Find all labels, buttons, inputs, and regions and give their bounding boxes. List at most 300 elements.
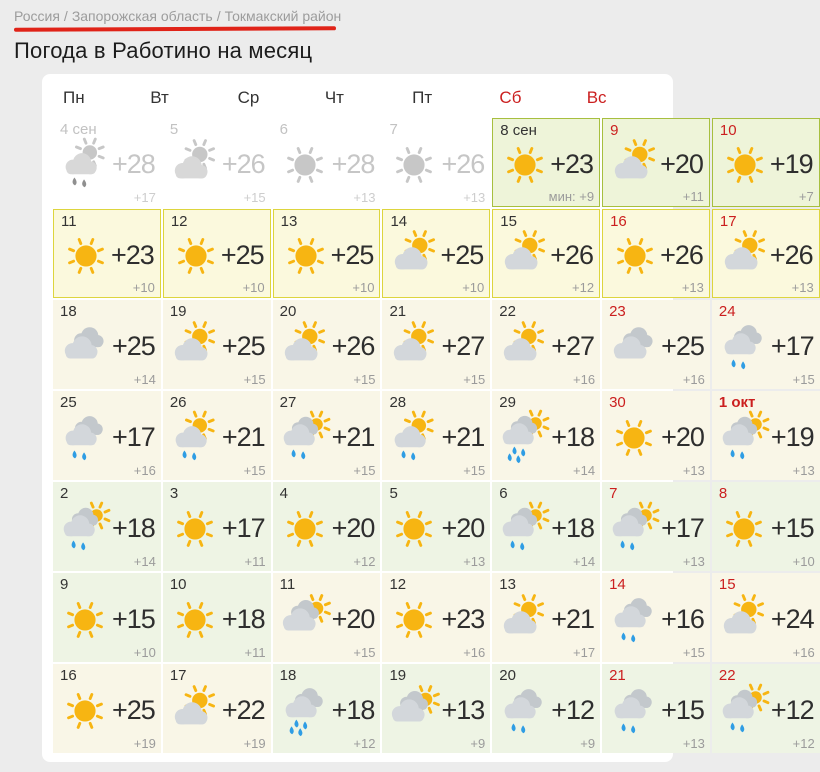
day-temp: +26 xyxy=(331,330,375,361)
night-temp: +11 xyxy=(244,554,266,569)
night-temp: +13 xyxy=(682,736,705,751)
night-temp: +17 xyxy=(573,645,596,660)
day-main xyxy=(499,502,595,554)
day-date: 28 xyxy=(389,394,407,411)
night-temp: +13 xyxy=(682,463,705,478)
day-main xyxy=(610,230,704,280)
day-date: 27 xyxy=(279,394,297,411)
day-cell[interactable] xyxy=(273,391,381,480)
day-cell[interactable] xyxy=(163,482,271,571)
night-temp: +13 xyxy=(463,554,486,569)
day-main xyxy=(280,411,376,463)
day-cell[interactable] xyxy=(492,209,600,298)
day-cell[interactable] xyxy=(382,391,490,480)
day-main xyxy=(170,502,266,554)
day-temp: +15 xyxy=(770,512,814,543)
day-main xyxy=(389,502,485,554)
day-date: 20 xyxy=(279,303,297,320)
day-main xyxy=(60,502,156,554)
night-temp: мин: +9 xyxy=(548,189,595,204)
day-temp: +12 xyxy=(770,694,814,725)
weekday-label: Ср xyxy=(237,88,260,107)
sun-icon xyxy=(60,685,110,735)
night-temp: +11 xyxy=(682,189,704,204)
day-main xyxy=(170,593,266,645)
day-date: 10 xyxy=(169,576,187,593)
day-main xyxy=(280,138,376,190)
breadcrumb-red-underline xyxy=(14,26,336,31)
day-temp: +18 xyxy=(112,512,155,543)
sun-icon xyxy=(171,230,221,280)
day-date: 18 xyxy=(60,303,77,320)
sun-cloud-icon xyxy=(720,230,770,280)
day-date: 14 xyxy=(390,213,408,230)
clouds-rain-heavy-icon xyxy=(280,685,330,735)
night-temp: +15 xyxy=(353,463,376,478)
day-date: 5 xyxy=(169,121,179,138)
day-cell[interactable] xyxy=(382,300,490,389)
day-temp: +25 xyxy=(330,239,374,270)
day-cell[interactable] xyxy=(53,118,161,207)
clouds-rain-icon xyxy=(60,412,110,462)
day-temp: +27 xyxy=(441,330,485,361)
night-temp: +14 xyxy=(573,463,596,478)
day-cell[interactable] xyxy=(712,300,820,389)
sun-cloud-icon xyxy=(610,139,660,189)
day-cell[interactable] xyxy=(602,118,710,207)
night-temp: +15 xyxy=(243,190,266,205)
night-temp: +12 xyxy=(792,736,815,751)
day-temp: +16 xyxy=(661,603,704,634)
day-main xyxy=(719,411,815,463)
day-cell[interactable] xyxy=(53,573,161,662)
night-temp: +10 xyxy=(462,280,485,295)
day-main xyxy=(61,230,155,280)
day-cell[interactable] xyxy=(602,391,710,480)
day-temp: +23 xyxy=(111,239,154,270)
sun-cloud-icon xyxy=(500,230,550,280)
sun-icon xyxy=(389,503,439,553)
clouds-icon xyxy=(609,321,659,371)
day-temp: +17 xyxy=(112,421,155,452)
day-date: 16 xyxy=(610,213,627,230)
day-main xyxy=(389,684,485,736)
day-cell[interactable] xyxy=(492,391,600,480)
day-main xyxy=(500,230,594,280)
day-date: 22 xyxy=(718,667,736,684)
day-date: 7 xyxy=(389,121,398,138)
night-temp: +15 xyxy=(353,372,376,387)
clouds-sun-rain-heavy-icon xyxy=(499,412,549,462)
day-cell[interactable] xyxy=(382,209,490,298)
day-main xyxy=(60,684,156,736)
day-main xyxy=(609,411,705,463)
day-date: 19 xyxy=(389,667,407,684)
clouds-sun-rain-icon xyxy=(60,503,110,553)
night-temp: +15 xyxy=(792,372,815,387)
clouds-rain-icon xyxy=(609,685,659,735)
night-temp: +10 xyxy=(242,280,265,295)
day-temp: +18 xyxy=(331,694,375,725)
day-date: 10 xyxy=(719,122,737,139)
weekday-label: Вс xyxy=(586,88,607,107)
day-cell[interactable] xyxy=(382,664,490,753)
day-date: 21 xyxy=(609,667,626,684)
day-date: 9 xyxy=(60,576,69,593)
day-temp: +21 xyxy=(551,603,595,634)
weekday-label: Пн xyxy=(63,88,85,107)
day-main xyxy=(170,684,266,736)
day-cell[interactable] xyxy=(53,664,161,753)
day-temp: +19 xyxy=(770,421,814,452)
day-cell[interactable] xyxy=(382,482,490,571)
clouds-icon xyxy=(60,321,110,371)
sun-cloud-icon xyxy=(499,594,549,644)
breadcrumb xyxy=(14,8,679,25)
day-date: 8 сен xyxy=(500,122,537,139)
day-main xyxy=(171,230,265,280)
night-temp: +11 xyxy=(244,645,266,660)
day-cell[interactable] xyxy=(53,482,161,571)
day-cell[interactable] xyxy=(273,482,381,571)
day-date: 24 xyxy=(718,303,736,320)
day-main xyxy=(609,502,705,554)
day-main xyxy=(499,411,595,463)
day-cell[interactable] xyxy=(53,209,161,298)
day-cell[interactable] xyxy=(382,118,490,207)
night-temp: +16 xyxy=(682,372,705,387)
day-date: 25 xyxy=(60,394,77,411)
night-temp: +15 xyxy=(682,645,705,660)
day-temp: +17 xyxy=(770,330,814,361)
day-temp: +17 xyxy=(221,512,265,543)
day-temp: +18 xyxy=(551,421,595,452)
breadcrumb-link[interactable]: Россия xyxy=(14,8,60,24)
day-cell[interactable] xyxy=(163,573,271,662)
night-temp: +16 xyxy=(792,645,815,660)
day-temp: +26 xyxy=(660,239,703,270)
day-main xyxy=(720,230,814,280)
day-temp: +18 xyxy=(551,512,595,543)
day-main xyxy=(499,684,595,736)
day-date: 12 xyxy=(389,576,407,593)
day-date: 17 xyxy=(169,667,187,684)
day-main xyxy=(499,320,595,372)
day-cell[interactable] xyxy=(602,573,710,662)
day-date: 6 xyxy=(499,485,508,502)
sun-icon xyxy=(170,503,220,553)
breadcrumb-link[interactable]: Запорожская область xyxy=(71,8,213,24)
day-cell[interactable] xyxy=(492,118,600,207)
day-date: 19 xyxy=(169,303,187,320)
day-date: 18 xyxy=(279,667,297,684)
day-cell[interactable] xyxy=(492,300,600,389)
day-main xyxy=(719,320,815,372)
day-main xyxy=(280,593,376,645)
day-temp: +20 xyxy=(331,512,375,543)
day-date: 15 xyxy=(500,213,517,230)
day-date: 29 xyxy=(499,394,516,411)
night-temp: +16 xyxy=(573,372,596,387)
night-temp: +16 xyxy=(133,463,156,478)
day-temp: +15 xyxy=(112,603,155,634)
night-temp: +12 xyxy=(572,280,595,295)
day-temp: +21 xyxy=(221,421,265,452)
sun-cloud-icon xyxy=(390,230,440,280)
day-main xyxy=(280,320,376,372)
day-main xyxy=(499,593,595,645)
day-cell[interactable] xyxy=(492,664,600,753)
sun-cloud-icon xyxy=(170,321,220,371)
day-cell[interactable] xyxy=(163,209,271,298)
day-main xyxy=(170,138,266,190)
day-date: 11 xyxy=(61,213,77,230)
sun-cloud-rain-icon xyxy=(60,139,110,189)
day-temp: +26 xyxy=(769,239,813,270)
day-main xyxy=(609,320,705,372)
day-cell[interactable] xyxy=(163,664,271,753)
night-temp: +13 xyxy=(682,554,705,569)
day-main xyxy=(609,593,705,645)
page-title: Погода в Работино на месяц xyxy=(14,38,313,63)
sun-icon xyxy=(280,139,330,189)
day-cell[interactable] xyxy=(273,118,381,207)
day-cell[interactable] xyxy=(492,482,600,571)
day-cell[interactable] xyxy=(712,209,820,298)
day-temp: +23 xyxy=(441,603,485,634)
breadcrumb-separator: / xyxy=(63,8,68,24)
day-date: 9 xyxy=(610,122,619,139)
day-main xyxy=(170,411,266,463)
sun-icon xyxy=(609,412,659,462)
day-main xyxy=(389,320,485,372)
day-main xyxy=(280,684,376,736)
day-cell[interactable] xyxy=(382,573,490,662)
sun-cloud-icon xyxy=(170,139,220,189)
day-cell[interactable] xyxy=(712,664,820,753)
day-date: 13 xyxy=(280,213,298,230)
day-temp: +25 xyxy=(220,239,264,270)
night-temp: +9 xyxy=(580,736,596,751)
day-main xyxy=(389,138,485,190)
sun-cloud-icon xyxy=(389,321,439,371)
sun-icon xyxy=(61,230,111,280)
day-main xyxy=(60,320,156,372)
clouds-sun-rain-icon xyxy=(499,503,549,553)
night-temp: +16 xyxy=(463,645,486,660)
night-temp: +13 xyxy=(353,190,376,205)
day-date: 20 xyxy=(499,667,516,684)
night-temp: +15 xyxy=(463,372,486,387)
day-temp: +19 xyxy=(769,148,813,179)
clouds-sun-rain-icon xyxy=(609,503,659,553)
clouds-rain-icon xyxy=(609,594,659,644)
weekday-header xyxy=(53,84,664,118)
night-temp: +12 xyxy=(353,554,376,569)
night-temp: +19 xyxy=(133,736,156,751)
night-temp: +12 xyxy=(353,736,376,751)
day-temp: +17 xyxy=(661,512,704,543)
day-main xyxy=(170,320,266,372)
day-main xyxy=(610,139,704,189)
night-temp: +13 xyxy=(681,280,704,295)
sun-cloud-icon xyxy=(170,685,220,735)
sun-cloud-rain-icon xyxy=(170,412,220,462)
day-temp: +25 xyxy=(661,330,704,361)
day-temp: +24 xyxy=(770,603,814,634)
day-main xyxy=(500,139,594,189)
day-date: 11 xyxy=(279,576,296,593)
clouds-sun-icon xyxy=(280,594,330,644)
day-cell[interactable] xyxy=(273,664,381,753)
day-main xyxy=(60,138,156,190)
sun-cloud-rain-icon xyxy=(389,412,439,462)
day-temp: +28 xyxy=(112,148,155,179)
sun-icon xyxy=(500,139,550,189)
sun-icon xyxy=(280,503,330,553)
day-cell[interactable] xyxy=(53,300,161,389)
day-main xyxy=(60,411,156,463)
day-date: 4 сен xyxy=(60,121,97,138)
day-main xyxy=(60,593,156,645)
day-date: 14 xyxy=(609,576,626,593)
day-temp: +20 xyxy=(331,603,375,634)
night-temp: +15 xyxy=(353,645,376,660)
day-date: 16 xyxy=(60,667,77,684)
night-temp: +15 xyxy=(243,463,266,478)
day-cell[interactable] xyxy=(602,300,710,389)
day-temp: +13 xyxy=(441,694,485,725)
day-temp: +21 xyxy=(441,421,485,452)
day-cell[interactable] xyxy=(273,209,381,298)
day-main xyxy=(719,684,815,736)
day-temp: +21 xyxy=(331,421,375,452)
day-temp: +23 xyxy=(550,148,594,179)
day-main xyxy=(720,139,814,189)
day-date: 15 xyxy=(718,576,736,593)
day-date: 8 xyxy=(718,485,728,502)
day-cell[interactable] xyxy=(602,209,710,298)
day-date: 12 xyxy=(170,213,188,230)
sun-cloud-icon xyxy=(719,594,769,644)
day-cell[interactable] xyxy=(712,573,820,662)
night-temp: +17 xyxy=(133,190,156,205)
day-cell[interactable] xyxy=(492,573,600,662)
day-date: 2 xyxy=(60,485,69,502)
day-temp: +15 xyxy=(661,694,704,725)
day-date: 26 xyxy=(169,394,187,411)
day-temp: +12 xyxy=(551,694,595,725)
day-date: 17 xyxy=(719,213,737,230)
night-temp: +9 xyxy=(470,736,486,751)
day-cell[interactable] xyxy=(163,118,271,207)
night-temp: +14 xyxy=(573,554,596,569)
day-cell[interactable] xyxy=(163,300,271,389)
weekday-label: Пт xyxy=(412,88,433,107)
night-temp: +10 xyxy=(132,280,155,295)
day-temp: +25 xyxy=(221,330,265,361)
day-date: 22 xyxy=(499,303,516,320)
night-temp: +13 xyxy=(463,190,486,205)
sun-icon xyxy=(281,230,331,280)
day-date: 7 xyxy=(609,485,618,502)
night-temp: +10 xyxy=(352,280,375,295)
day-cell[interactable] xyxy=(712,391,820,480)
day-cell[interactable] xyxy=(712,118,820,207)
day-main xyxy=(281,230,375,280)
sun-icon xyxy=(60,594,110,644)
night-temp: +14 xyxy=(133,554,156,569)
day-temp: +20 xyxy=(441,512,485,543)
day-main xyxy=(389,593,485,645)
day-main xyxy=(389,411,485,463)
weekday-label: Вт xyxy=(150,88,169,107)
clouds-rain-icon xyxy=(499,685,549,735)
day-temp: +27 xyxy=(551,330,595,361)
day-date: 23 xyxy=(609,303,626,320)
day-cell[interactable] xyxy=(602,482,710,571)
month-calendar-card xyxy=(42,74,815,762)
night-temp: +19 xyxy=(243,736,266,751)
day-cell[interactable] xyxy=(602,664,710,753)
day-temp: +28 xyxy=(331,148,375,179)
weekday-label: Сб xyxy=(499,88,522,107)
day-cell[interactable] xyxy=(712,482,820,571)
sun-icon xyxy=(719,503,769,553)
night-temp: +15 xyxy=(243,372,266,387)
day-temp: +20 xyxy=(660,148,703,179)
night-temp: +13 xyxy=(792,463,815,478)
day-temp: +26 xyxy=(441,148,485,179)
sun-icon xyxy=(610,230,660,280)
day-date: 6 xyxy=(279,121,288,138)
day-temp: +25 xyxy=(112,330,155,361)
day-cell[interactable] xyxy=(273,300,381,389)
sun-icon xyxy=(170,594,220,644)
day-date: 4 xyxy=(279,485,288,502)
page-header xyxy=(0,0,693,64)
night-temp: +10 xyxy=(792,554,815,569)
sun-cloud-icon xyxy=(280,321,330,371)
clouds-sun-rain-icon xyxy=(719,685,769,735)
breadcrumb-separator: / xyxy=(216,8,221,24)
day-main xyxy=(390,230,484,280)
day-date: 3 xyxy=(169,485,179,502)
clouds-sun-rain-icon xyxy=(280,412,330,462)
sun-icon xyxy=(720,139,770,189)
day-main xyxy=(280,502,376,554)
day-temp: +26 xyxy=(221,148,265,179)
day-date: 21 xyxy=(389,303,407,320)
day-date: 13 xyxy=(499,576,516,593)
day-main xyxy=(609,684,705,736)
day-temp: +22 xyxy=(221,694,265,725)
breadcrumb-link[interactable]: Токмакский район xyxy=(224,8,342,24)
day-cell[interactable] xyxy=(163,391,271,480)
night-temp: +14 xyxy=(133,372,156,387)
sun-cloud-icon xyxy=(499,321,549,371)
sun-icon xyxy=(389,139,439,189)
day-temp: +26 xyxy=(550,239,594,270)
sun-icon xyxy=(389,594,439,644)
day-temp: +25 xyxy=(112,694,155,725)
day-temp: +25 xyxy=(440,239,484,270)
calendar-grid xyxy=(53,118,815,753)
day-cell[interactable] xyxy=(273,573,381,662)
night-temp: +10 xyxy=(133,645,156,660)
clouds-rain-icon xyxy=(719,321,769,371)
day-cell[interactable] xyxy=(53,391,161,480)
